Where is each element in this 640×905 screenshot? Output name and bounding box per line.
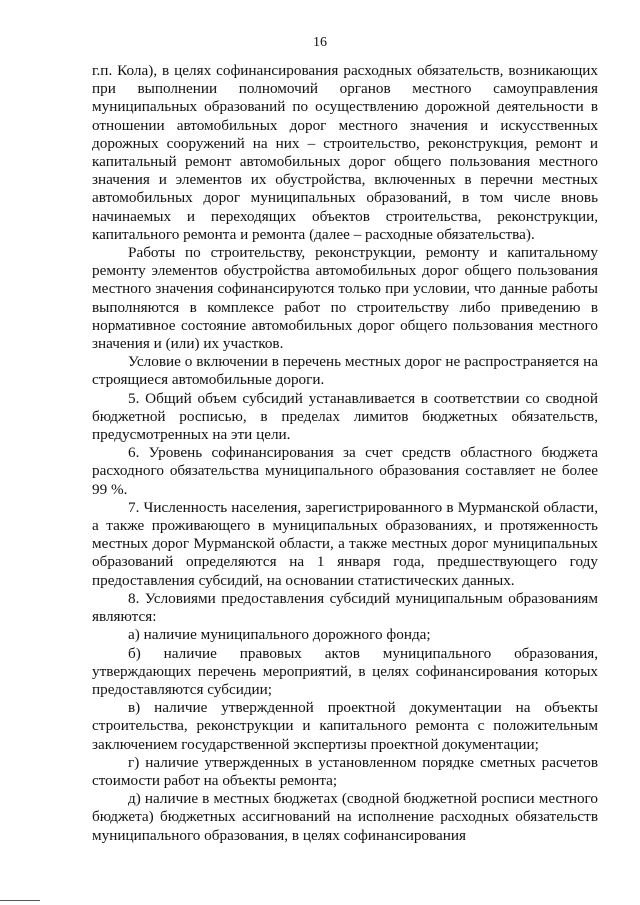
list-item-g: г) наличие утвержденных в установленном порядке сметных расчетов стоимости работ на объекты ремонта;	[92, 753, 598, 789]
paragraph-item-7: 7. Численность населения, зарегистрированного в Мурманской области, а также проживающего в муниципальных образованиях, и протяженность местных дорог Мурманской области, а также местных дорог муниципальных образований определяются на 1 января года, предшествующего году предоставления субсидий, на основании статистических данных.	[92, 498, 598, 589]
paragraph-item-6: 6. Уровень софинансирования за счет средств областного бюджета расходного обязательства муниципального образования составляет не более 99 %.	[92, 444, 598, 498]
paragraph-continuation: г.п. Кола), в целях софинансирования расходных обязательств, возникающих при выполнении полномочий органов местного самоуправления муниципальных образований по осуществлению дорожной деятельности в отношении автомобильных дорог местного значения и искусственных дорожных сооружений на них – строительство, реконструкция, ремонт и капитальный ремонт автомобильных дорог общего пользования местного значения и элементов их обустройства, включенных в перечни местных автомобильных дорог муниципальных образований, в том числе вновь начинаемых и переходящих объектов строительства, реконструкции, капитального ремонта и ремонта (далее – расходные обязательства).	[92, 62, 598, 243]
paragraph-condition: Условие о включении в перечень местных дорог не распространяется на строящиеся автомобильные дороги.	[92, 353, 598, 389]
paragraph-item-5: 5. Общий объем субсидий устанавливается в соответствии со сводной бюджетной росписью, в пределах лимитов бюджетных обязательств, предусмотренных на эти цели.	[92, 389, 598, 444]
scan-edge-mark	[0, 900, 40, 901]
page-number: 16	[313, 35, 327, 50]
list-item-b: б) наличие правовых актов муниципального образования, утверждающих перечень мероприятий, в целях софинансирования которых предоставляются субсидии;	[92, 644, 598, 698]
list-item-a: а) наличие муниципального дорожного фонда;	[128, 626, 431, 644]
document-body	[92, 62, 598, 845]
list-item-v: в) наличие утвержденной проектной документации на объекты строительства, реконструкции и капитального ремонта с положительным заключением государственной экспертизы проектной документации;	[92, 699, 598, 753]
list-item-d: д) наличие в местных бюджетах (сводной бюджетной росписи местного бюджета) бюджетных ассигнований на исполнение расходных обязательств муниципального образования, в целях софинансирования	[92, 790, 598, 844]
paragraph-road-elements: Работы по строительству, реконструкции, ремонту и капитальному ремонту элементов обустройства автомобильных дорог общего пользования местного значения софинансируются только при условии, что данные работы выполняются в комплексе работ по строительству либо приведению в нормативное состояние автомобильных дорог общего пользования местного значения и (или) их участков.	[92, 244, 598, 353]
paragraph-item-8: 8. Условиями предоставления субсидий муниципальным образованиям являются:	[92, 589, 598, 626]
